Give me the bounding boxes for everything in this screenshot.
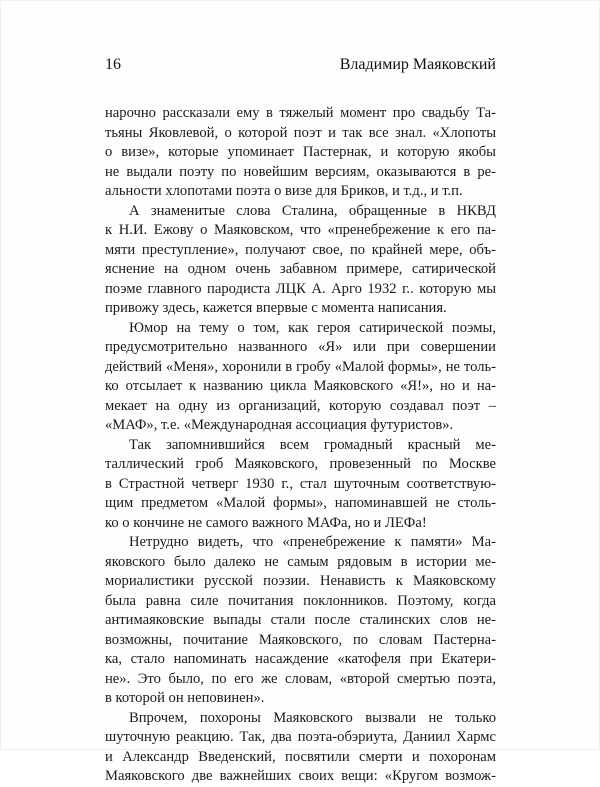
text-line: ко о кончине не самого важного МАФа, но и ЛЕФа! (105, 514, 427, 531)
text-line: нарочно рассказали ему в тяжелый момент про свадьбу Та- (105, 105, 496, 121)
page-header (105, 56, 496, 78)
text-line: поэме главного пародиста ЛЦК А. Арго 1932 г.. которую мы (105, 280, 496, 297)
text-line: яснение на одном очень забавном примере, сатирической (105, 261, 496, 277)
body-text (105, 104, 496, 787)
text-line: «МАФ», т.е. «Международная ассоциация футуристов». (105, 417, 454, 433)
running-head: Владимир Маяковский (339, 56, 496, 73)
text-line: щим предметом «Малой формы», напоминавшей не столь- (105, 495, 496, 511)
text-line: антимаяковские выпады стали после сталинских слов не- (105, 612, 496, 628)
text-line: в которой он неповинен». (105, 690, 265, 706)
text-line: Так запомнившийся всем громадный красный ме- (129, 436, 496, 453)
text-line: не выдали поэту по новейшим версиям, оказываются в ре- (105, 163, 496, 180)
text-line: Юмор на тему о том, как героя сатирической поэмы, (129, 319, 496, 336)
text-line: была равна силе почитания поклонников. Поэтому, когда (105, 592, 496, 609)
text-line: мяти преступление», получают свое, по крайней мере, объ- (105, 241, 496, 258)
text-line: Впрочем, похороны Маяковского вызвали не только (129, 709, 496, 726)
text-line: ко отсылает к названию цикла Маяковского «Я!», но и на- (105, 378, 496, 394)
text-line: А знаменитые слова Сталина, обращенные в НКВД (129, 202, 496, 219)
text-line: и Александр Введенский, посвятили смерти и похоронам (105, 748, 496, 765)
text-line: возможны, почитание Маяковского, по словам Пастерна- (105, 631, 496, 648)
text-line: в Страстной четверг 1930 г., стал шуточным соответствую- (105, 475, 496, 492)
text-line: таллический гроб Маяковского, провезенный по Москве (105, 456, 496, 472)
text-line: яковского было далеко не самым рядовым в истории ме- (105, 553, 496, 570)
text-line: к Н.И. Ежову о Маяковском, что «пренебрежение к его па- (105, 222, 496, 238)
text-line: мориалистики русской поэзии. Ненависть к Маяковскому (105, 573, 496, 589)
page-number: 16 (105, 56, 121, 73)
text-line: о визе», которые упоминает Пастернак, и которую якобы (105, 144, 496, 160)
text-line: Нетрудно видеть, что «пренебрежение к памяти» Ма- (129, 534, 496, 550)
text-line: тьяны Яковлевой, о которой поэт и так все знал. «Хлопоты (105, 124, 496, 141)
text-line: привожу здесь, кажется впервые с момента написания. (105, 300, 447, 316)
text-line: предусмотрительно названного «Я» или при совершении (105, 339, 496, 355)
text-line: альности хлопотами поэта о визе для Бриков, и т.д., и т.п. (105, 183, 463, 199)
text-line: Маяковского две важнейших своих вещи: «Кругом возмож- (105, 768, 496, 784)
text-line: ка, стало напоминать насаждение «катофеля при Екатери- (105, 651, 496, 667)
text-line: шуточную реакцию. Так, два поэта-обэриута, Даниил Хармс (105, 729, 496, 745)
text-line: не». Это было, по его же словам, «второй смертью поэта, (105, 670, 496, 687)
text-line: мекает на одну из организаций, которую создавал поэт – (105, 397, 496, 414)
text-line: действий «Меня», хоронили в гробу «Малой формы», не толь- (105, 358, 496, 375)
